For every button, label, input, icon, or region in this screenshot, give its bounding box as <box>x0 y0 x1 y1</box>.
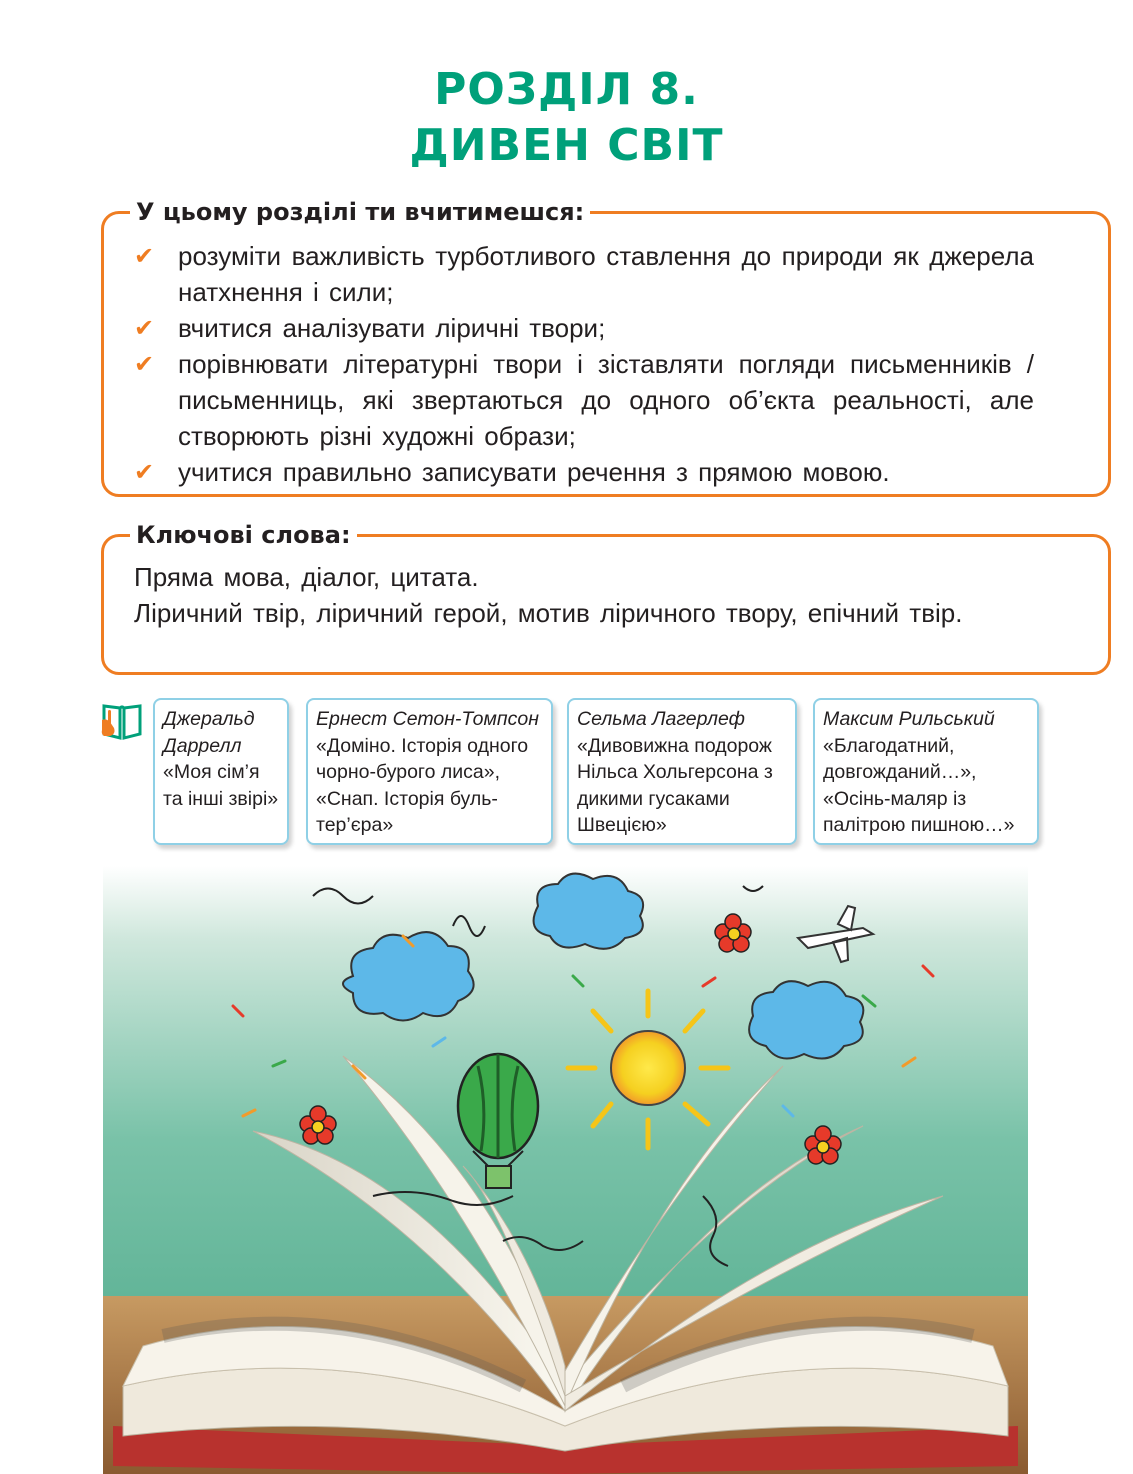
check-icon: ✔ <box>134 458 155 486</box>
goal-item <box>134 238 1034 310</box>
goal-item <box>134 454 1034 490</box>
reading-work: «Дивовижна подорож Нільса Хольгерсона з дикими гусаками Швецією» <box>577 734 773 836</box>
reading-work: «Моя сім’я та інші звірі» <box>163 761 279 810</box>
book-hand-icon <box>100 700 144 740</box>
reading-author: Максим Рильський <box>823 708 995 730</box>
reading-card <box>567 698 797 845</box>
goal-text: вчитися аналізувати ліричні твори; <box>178 313 606 343</box>
reading-card <box>306 698 553 845</box>
check-icon: ✔ <box>134 242 155 270</box>
reading-work: «Благодатний, довгожданий…», «Осінь-маляр із палітрою пишною…» <box>823 734 1015 836</box>
reading-author: Джеральд Даррелл <box>163 708 255 757</box>
chapter-number: РОЗДІЛ 8. <box>434 64 699 115</box>
goal-text: розуміти важливість турботливого ставлення до природи як джерела натхнення і сили; <box>178 241 1034 307</box>
goal-item <box>134 310 1034 346</box>
reading-author: Ернест Сетон-Томпсон <box>316 708 539 730</box>
keywords-line-2: Ліричний твір, ліричний герой, мотив ліричного твору, епічний твір. <box>134 598 963 628</box>
chapter-title: ДИВЕН СВІТ <box>409 120 724 171</box>
check-icon: ✔ <box>134 314 155 342</box>
keywords-text <box>134 559 1029 631</box>
goal-text: порівнювати літературні твори і зіставляти погляди письменників / письменниць, які звертаються до одного об’єкта реальності, але створюють різні художні образи; <box>178 349 1034 451</box>
goal-text: учитися правильно записувати речення з прямою мовою. <box>178 457 890 487</box>
reading-card <box>813 698 1039 845</box>
learning-goals-list <box>134 238 1034 490</box>
reading-author: Сельма Лагерлеф <box>577 708 745 730</box>
reading-card <box>153 698 289 845</box>
keywords-box <box>101 521 1111 675</box>
keywords-heading: Ключові слова: <box>130 521 357 549</box>
reading-work: «Доміно. Історія одного чорно-бурого лиса», «Снап. Історія бультер’єра» <box>316 734 529 836</box>
goal-item <box>134 346 1034 454</box>
learning-goals-box <box>101 198 1111 497</box>
keywords-line-1: Пряма мова, діалог, цитата. <box>134 562 479 592</box>
learning-goals-heading: У цьому розділі ти вчитимешся: <box>130 198 590 226</box>
open-book-illustration <box>103 866 1028 1474</box>
check-icon: ✔ <box>134 350 155 378</box>
